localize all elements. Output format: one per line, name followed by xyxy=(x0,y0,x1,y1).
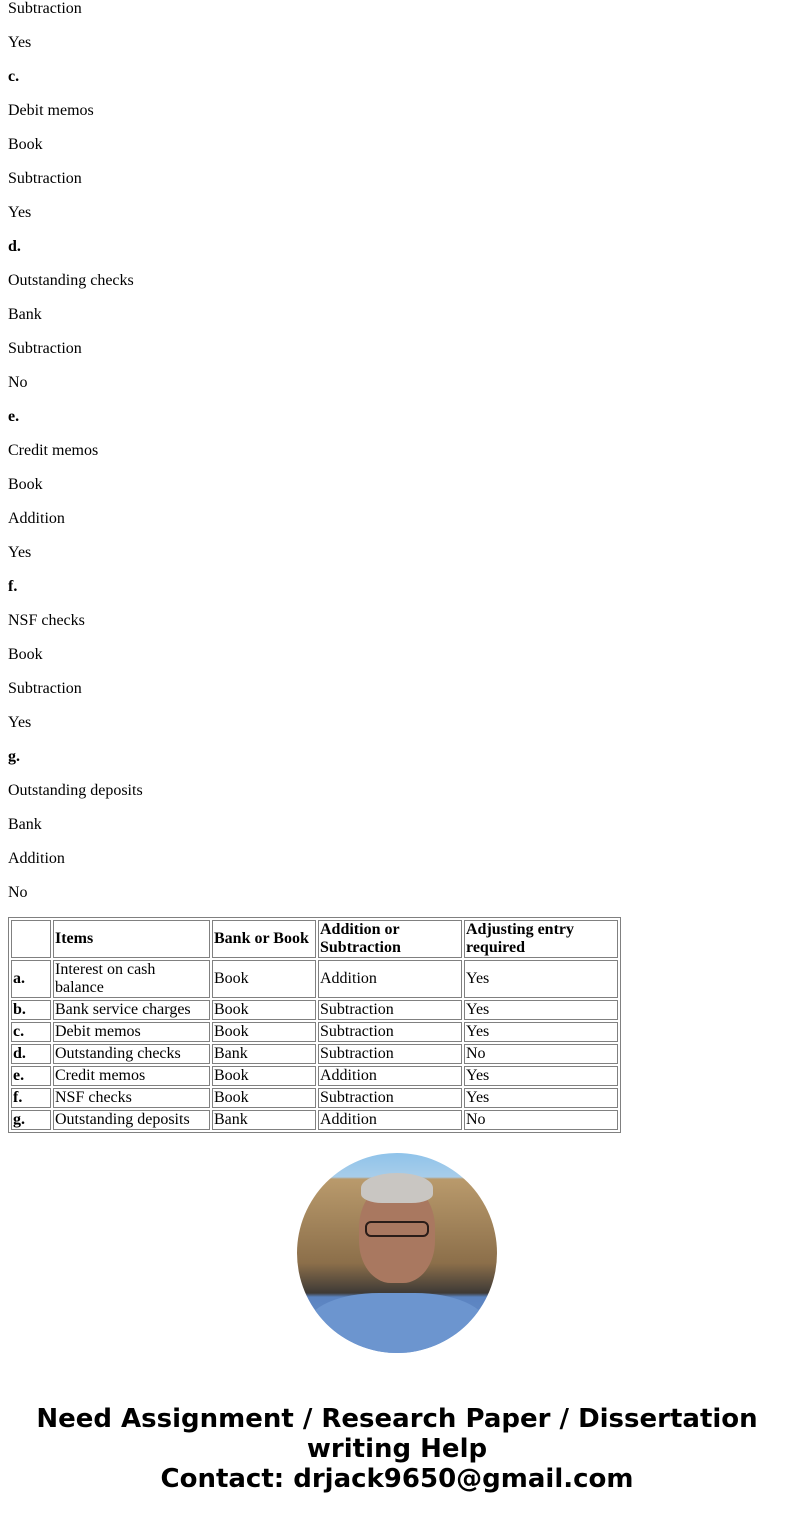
operation-text: Subtraction xyxy=(8,340,82,357)
operation-cell: Subtraction xyxy=(318,1088,462,1108)
adjust-text: Yes xyxy=(8,544,32,561)
operation-cell: Addition xyxy=(318,1110,462,1130)
operation-text: Addition xyxy=(8,510,65,527)
item-cell: NSF checks xyxy=(53,1088,210,1108)
where-text: Book xyxy=(8,136,43,153)
operation-cell: Addition xyxy=(318,960,462,998)
item-cell: Outstanding checks xyxy=(53,1044,210,1064)
item-text: NSF checks xyxy=(8,612,85,629)
author-photo xyxy=(297,1153,497,1353)
help-headline: Need Assignment / Research Paper / Dissertation writing Help xyxy=(36,1404,758,1464)
bank-or-book-cell: Book xyxy=(212,960,316,998)
operation-text: Subtraction xyxy=(8,170,82,187)
table-row xyxy=(11,1088,618,1108)
where-text: Book xyxy=(8,646,43,663)
operation-text: Subtraction xyxy=(8,680,82,697)
item-cell: Debit memos xyxy=(53,1022,210,1042)
item-label: e. xyxy=(8,408,20,425)
adjusting-cell: Yes xyxy=(464,1066,618,1086)
table-row xyxy=(11,1022,618,1042)
adjusting-cell: Yes xyxy=(464,960,618,998)
table-row xyxy=(11,1044,618,1064)
item-label: g. xyxy=(8,748,20,765)
operation-cell: Subtraction xyxy=(318,1000,462,1020)
row-label: a. xyxy=(11,960,51,998)
table-row xyxy=(11,1110,618,1130)
item-text: Outstanding checks xyxy=(8,272,134,289)
bank-or-book-cell: Book xyxy=(212,1000,316,1020)
row-label: d. xyxy=(11,1044,51,1064)
where-text: Book xyxy=(8,476,43,493)
item-text: Outstanding deposits xyxy=(8,782,143,799)
adjust-text: Yes xyxy=(8,204,32,221)
table-row xyxy=(11,1000,618,1020)
header-addition-or-subtraction: Addition or Subtraction xyxy=(318,920,462,958)
table-row xyxy=(11,960,618,998)
operation-cell: Subtraction xyxy=(318,1022,462,1042)
table-row xyxy=(11,1066,618,1086)
header-adjusting-entry: Adjusting entry required xyxy=(464,920,618,958)
item-cell: Bank service charges xyxy=(53,1000,210,1020)
row-label: g. xyxy=(11,1110,51,1130)
item-text: Credit memos xyxy=(8,442,99,459)
header-items: Items xyxy=(53,920,210,958)
item-label: d. xyxy=(8,238,21,255)
adjusting-cell: Yes xyxy=(464,1022,618,1042)
glasses xyxy=(365,1221,429,1237)
answer-list xyxy=(8,0,143,918)
contact-email[interactable]: Contact: drjack9650@gmail.com xyxy=(160,1464,634,1494)
operation-cell: Subtraction xyxy=(318,1044,462,1064)
row-label: f. xyxy=(11,1088,51,1108)
operation-text: Subtraction xyxy=(8,0,82,17)
reconciliation-table xyxy=(8,917,621,1133)
row-label: c. xyxy=(11,1022,51,1042)
header-blank xyxy=(11,920,51,958)
bank-or-book-cell: Book xyxy=(212,1022,316,1042)
item-label: f. xyxy=(8,578,18,595)
adjust-text: Yes xyxy=(8,714,32,731)
item-text: Debit memos xyxy=(8,102,94,119)
item-label: c. xyxy=(8,68,20,85)
item-cell: Credit memos xyxy=(53,1066,210,1086)
contact-banner xyxy=(0,1404,794,1494)
where-text: Bank xyxy=(8,306,42,323)
bank-or-book-cell: Bank xyxy=(212,1110,316,1130)
bank-or-book-cell: Book xyxy=(212,1088,316,1108)
bank-or-book-cell: Book xyxy=(212,1066,316,1086)
adjusting-cell: Yes xyxy=(464,1088,618,1108)
adjust-text: Yes xyxy=(8,34,32,51)
adjusting-cell: No xyxy=(464,1044,618,1064)
adjusting-cell: No xyxy=(464,1110,618,1130)
adjust-text: No xyxy=(8,374,28,391)
adjusting-cell: Yes xyxy=(464,1000,618,1020)
adjust-text: No xyxy=(8,884,28,901)
table-header-row xyxy=(11,920,618,958)
bank-or-book-cell: Bank xyxy=(212,1044,316,1064)
row-label: e. xyxy=(11,1066,51,1086)
row-label: b. xyxy=(11,1000,51,1020)
item-cell: Outstanding deposits xyxy=(53,1110,210,1130)
header-bank-or-book: Bank or Book xyxy=(212,920,316,958)
operation-text: Addition xyxy=(8,850,65,867)
operation-cell: Addition xyxy=(318,1066,462,1086)
where-text: Bank xyxy=(8,816,42,833)
item-cell: Interest on cash balance xyxy=(53,960,210,998)
